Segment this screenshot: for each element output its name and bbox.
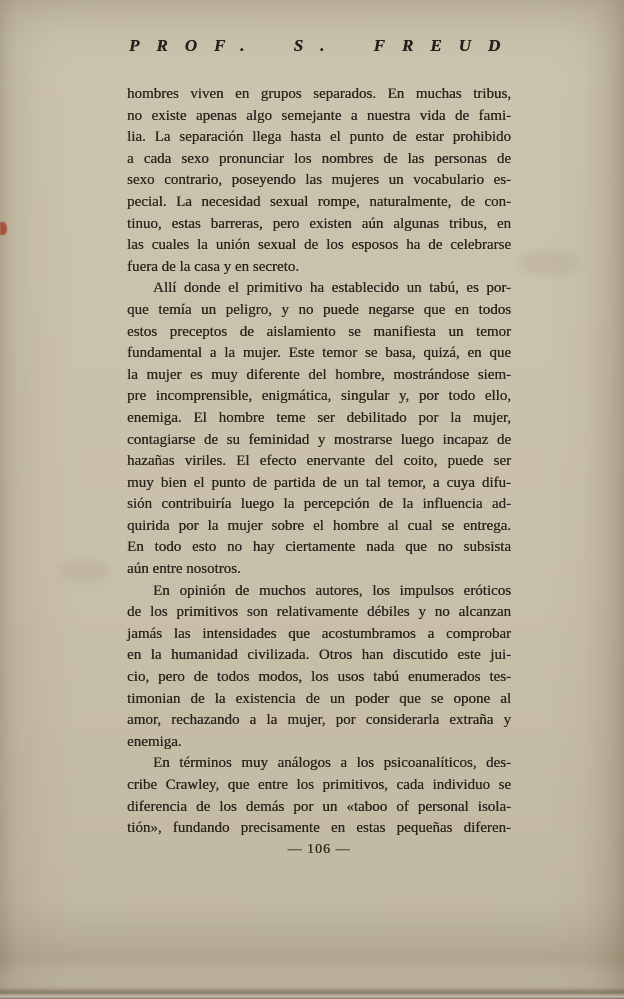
- text-line: tión», fundando precisamente en estas pequeñas diferen-: [127, 820, 511, 837]
- paragraph: [127, 753, 511, 839]
- text-line: que temía un peligro, y no puede negarse que en todos: [127, 301, 511, 318]
- text-line: sión contribuiría luego la percepción de la influencia ad-: [127, 496, 511, 513]
- text-line: fuera de la casa y en secreto.: [127, 258, 299, 275]
- text-line: no existe apenas algo semejante a nuestra vida de fami-: [127, 107, 511, 124]
- text-line: tinuo, estas barreras, pero existen aún algunas tribus, en: [127, 215, 511, 232]
- paragraph: [127, 84, 511, 278]
- text-line: lia. La separación llega hasta el punto de estar prohibido: [127, 129, 511, 146]
- text-line: fundamental a la mujer. Este temor se basa, quizá, en que: [127, 345, 511, 362]
- text-line: quirida por la mujer sobre el hombre al cual se entrega.: [127, 517, 511, 534]
- text-line: aún entre nosotros.: [127, 561, 241, 578]
- text-line: hombres viven en grupos separados. En muchas tribus,: [127, 86, 511, 102]
- text-line: En todo esto no hay ciertamente nada que no subsista: [127, 539, 511, 556]
- body-text: [127, 84, 511, 840]
- running-header: PROF. S. FREUD: [129, 36, 518, 55]
- paper-smudge: [520, 250, 580, 276]
- paper-smudge: [60, 560, 110, 582]
- red-ink-mark: [0, 222, 7, 235]
- text-line: hazañas viriles. El efecto enervante del coito, puede ser: [127, 453, 511, 470]
- text-line: cio, pero de todos modos, los usos tabú enumerados tes-: [127, 669, 511, 686]
- text-line: amor, rechazando a la mujer, por considerarla extraña y: [127, 712, 511, 729]
- text-line: jamás las intensidades que acostumbramos a comprobar: [127, 625, 511, 642]
- text-line: En opinión de muchos autores, los impulsos eróticos: [153, 582, 511, 599]
- text-line: pecial. La necesidad sexual rompe, naturalmente, de con-: [127, 193, 511, 210]
- page-bottom-edge: [0, 987, 624, 999]
- text-line: En términos muy análogos a los psicoanalíticos, des-: [153, 755, 511, 772]
- paragraph: [127, 278, 511, 580]
- text-line: diferencia de los demás por un «taboo of personal isola-: [127, 798, 511, 815]
- text-line: sexo contrario, poseyendo las mujeres un vocabulario es-: [127, 172, 511, 189]
- text-line: Allí donde el primitivo ha establecido un tabú, es por-: [153, 280, 511, 297]
- text-line: timonian de la existencia de un poder que se opone al: [127, 690, 511, 707]
- text-line: pre incomprensible, enigmática, singular y, por todo ello,: [127, 388, 511, 405]
- text-line: de los primitivos son relativamente débiles y no alcanzan: [127, 604, 511, 621]
- text-line: a cada sexo pronunciar los nombres de las personas de: [127, 150, 511, 167]
- page-number: — 106 —: [287, 842, 351, 857]
- text-line: contagiarse de su feminidad y mostrarse luego incapaz de: [127, 431, 511, 448]
- text-line: muy bien el punto de partida de un tal temor, a cuya difu-: [127, 474, 511, 491]
- text-line: la mujer es muy diferente del hombre, mostrándose siem-: [127, 366, 511, 383]
- text-line: las cuales la unión sexual de los esposos ha de celebrarse: [127, 237, 511, 254]
- text-line: enemiga.: [127, 733, 182, 750]
- text-line: estos preceptos de aislamiento se manifiesta un temor: [127, 323, 511, 340]
- text-line: enemiga. El hombre teme ser debilitado por la mujer,: [127, 409, 511, 426]
- paragraph: [127, 581, 511, 754]
- text-line: en la humanidad civilizada. Otros han discutido este jui-: [127, 647, 511, 664]
- text-line: cribe Crawley, que entre los primitivos, cada individuo se: [127, 777, 511, 793]
